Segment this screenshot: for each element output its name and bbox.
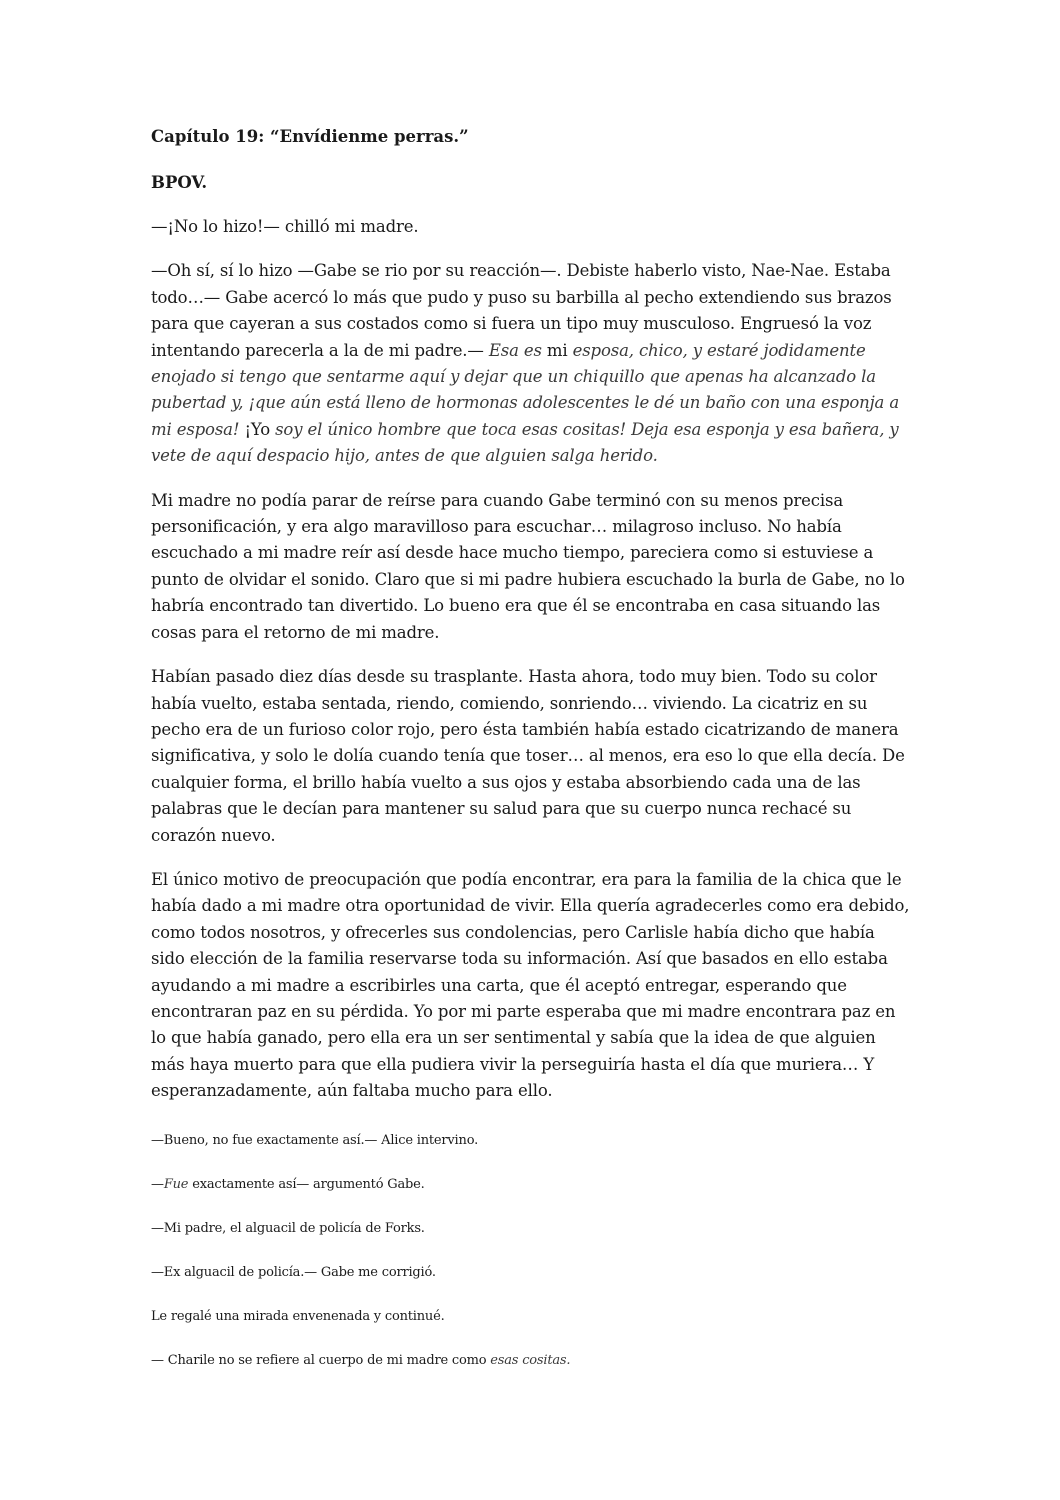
italic-text: esas cositas. bbox=[490, 1352, 571, 1368]
italic-text: soy el único hombre que toca esas cositas! Deja esa esponja y esa bañera, y vete de aquí despacio hijo, antes de que alguien salga herido. bbox=[151, 419, 899, 466]
paragraph: —¡No lo hizo!— chilló mi madre. bbox=[151, 217, 419, 236]
italic-text: Esa es bbox=[488, 340, 542, 360]
dialogue-line: —Mi padre, el alguacil de policía de Forks. bbox=[151, 1220, 425, 1236]
italic-text: Fue bbox=[163, 1176, 189, 1192]
paragraph: Mi madre no podía parar de reírse para cuando Gabe terminó con su menos precisa personificación, y era algo maravilloso para escuchar… milagroso incluso. No había escuchado a mi madre reír así desde hace mucho tiempo, pareciera como si estuviese a punto de olvidar el sonido. Claro que si mi padre hubiera escuchado la burla de Gabe, no lo habría encontrado tan divertido. Lo bueno era que él se encontraba en casa situando las cosas para el retorno de mi madre. bbox=[151, 490, 905, 642]
dialogue-line bbox=[151, 1351, 911, 1371]
dialogue-line bbox=[151, 1175, 911, 1195]
document-page bbox=[151, 124, 911, 1395]
paragraph bbox=[151, 258, 911, 469]
dialogue-text: exactamente así— argumentó Gabe. bbox=[188, 1176, 425, 1192]
dialogue-text: — bbox=[151, 1176, 164, 1192]
paragraph: El único motivo de preocupación que podía encontrar, era para la familia de la chica que le había dado a mi madre otra oportunidad de vivir. Ella quería agradecerles como era debido, como todos nosotros, y ofrecerles sus condolencias, pero Carlisle había dicho que había sido elección de la familia reservarse toda su información. Así que basados en ello estaba ayudando a mi madre a escribirles una carta, que él aceptó entregar, esperando que encontraran paz en su pérdida. Yo por mi parte esperaba que mi madre encontrara paz en lo que había ganado, pero ella era un ser sentimental y sabía que la idea de que alguien más haya muerto para que ella pudiera vivir la perseguiría hasta el día que muriera… Y esperanzadamente, aún faltaba mucho para ello. bbox=[151, 869, 910, 1101]
dialogue-line: —Bueno, no fue exactamente así.— Alice intervino. bbox=[151, 1132, 479, 1148]
paragraph-text: —Oh sí, sí lo hizo —Gabe se rio por su reacción—. Debiste haberlo visto, Nae-Nae. Estaba todo…— Gabe acercó lo más que pudo y puso su barbilla al pecho extendiendo sus brazos para que cayeran a sus costados como si fuera un tipo muy musculoso. Engruesó la voz intentando parecerla a la de mi padre.— bbox=[151, 261, 892, 360]
dialogue-text: — Charile no se refiere al cuerpo de mi madre como bbox=[151, 1352, 491, 1368]
chapter-title: Capítulo 19: “Envídienme perras.” bbox=[151, 127, 469, 146]
italic-text: esposa, chico, y estaré jodidamente enojado si tengo que sentarme aquí y dejar que un chiquillo que apenas ha alcanzado la pubertad y, ¡que aún está lleno de hormonas adolescentes le dé un baño con una esponja a mi esposa! bbox=[151, 340, 900, 439]
pov-label: BPOV. bbox=[151, 173, 208, 192]
dialogue-line: —Ex alguacil de policía.— Gabe me corrigió. bbox=[151, 1264, 436, 1280]
paragraph-text: mi bbox=[541, 340, 573, 360]
dialogue-line: Le regalé una mirada envenenada y continué. bbox=[151, 1308, 445, 1324]
paragraph: Habían pasado diez días desde su trasplante. Hasta ahora, todo muy bien. Todo su color había vuelto, estaba sentada, riendo, comiendo, sonriendo… viviendo. La cicatriz en su pecho era de un furioso color rojo, pero ésta también había estado cicatrizando de manera significativa, y solo le dolía cuando tenía que toser… al menos, era eso lo que ella decía. De cualquier forma, el brillo había vuelto a sus ojos y estaba absorbiendo cada una de las palabras que le decían para mantener su salud para que su cuerpo nunca rechacé su corazón nuevo. bbox=[151, 667, 905, 845]
paragraph-text: ¡Yo bbox=[239, 419, 276, 439]
